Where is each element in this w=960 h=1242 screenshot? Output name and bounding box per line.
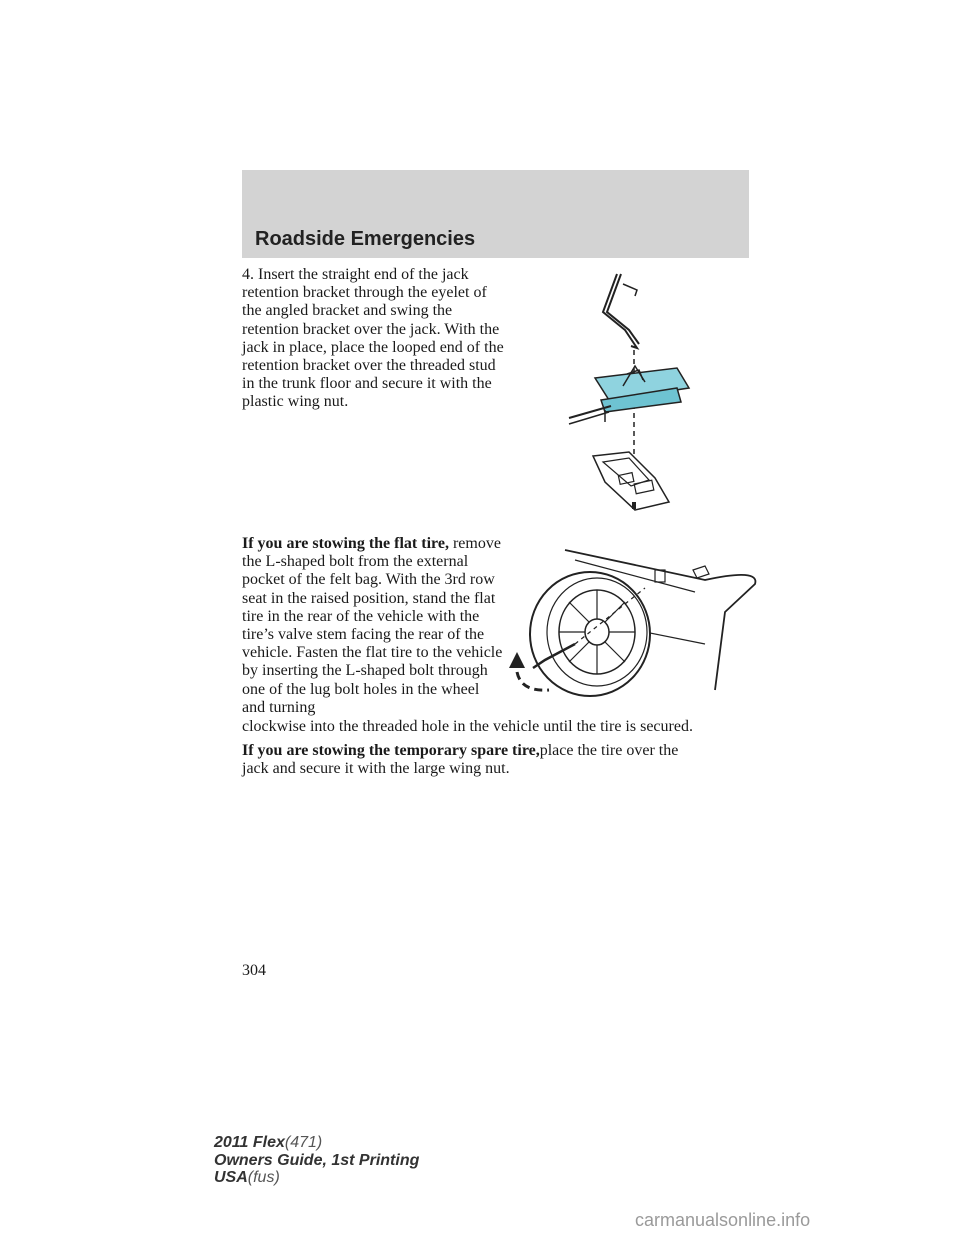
watermark-link[interactable]: carmanualsonline.info (635, 1210, 811, 1230)
spare-tire-text-1: place the tire over the (539, 742, 679, 759)
jack-stowage-illustration (565, 270, 695, 520)
footer-market-code: (fus) (247, 1169, 280, 1186)
footer-model-code: (471) (284, 1134, 323, 1151)
spare-tire-line-1 (242, 742, 762, 760)
flat-tire-text: remove the L-shaped bolt from the external pocket of the felt bag. With the 3rd row seat in the raised position, stand the flat tire in the rear of the vehicle with the tire’s valve stem facing the rear of the vehicle. Fasten the flat tire to the vehicle by inserting the L-shaped bolt through one of the lug bolt holes in the wheel and turning (242, 535, 503, 716)
footer-model: 2011 Flex (214, 1134, 285, 1151)
section-title: Roadside Emergencies (255, 228, 476, 250)
spare-tire-paragraph (242, 742, 762, 778)
flat-tire-stowage-illustration (505, 540, 760, 700)
flat-tire-continuation: clockwise into the threaded hole in the vehicle until the tire is secured. (242, 718, 693, 735)
flat-tire-paragraph (242, 535, 504, 717)
footer-market-row (214, 1169, 419, 1187)
page-number: 304 (242, 962, 266, 979)
flat-tire-lead: If you are stowing the flat tire, (242, 535, 449, 552)
footer-market: USA (214, 1169, 248, 1186)
spare-tire-text-2: jack and secure it with the large wing nut. (242, 760, 510, 778)
step-4-paragraph: 4. Insert the straight end of the jack retention bracket through the eyelet of the angled bracket and swing the retention bracket over the jack. With the jack in place, place the looped end of the retention bracket over the threaded stud in the trunk floor and secure it with the plastic wing nut. (242, 266, 504, 411)
spare-tire-lead: If you are stowing the temporary spare tire, (242, 742, 540, 759)
footer-model-row (214, 1134, 419, 1152)
footer-printing-info (214, 1134, 419, 1187)
footer-guide: Owners Guide, 1st Printing (214, 1151, 420, 1169)
